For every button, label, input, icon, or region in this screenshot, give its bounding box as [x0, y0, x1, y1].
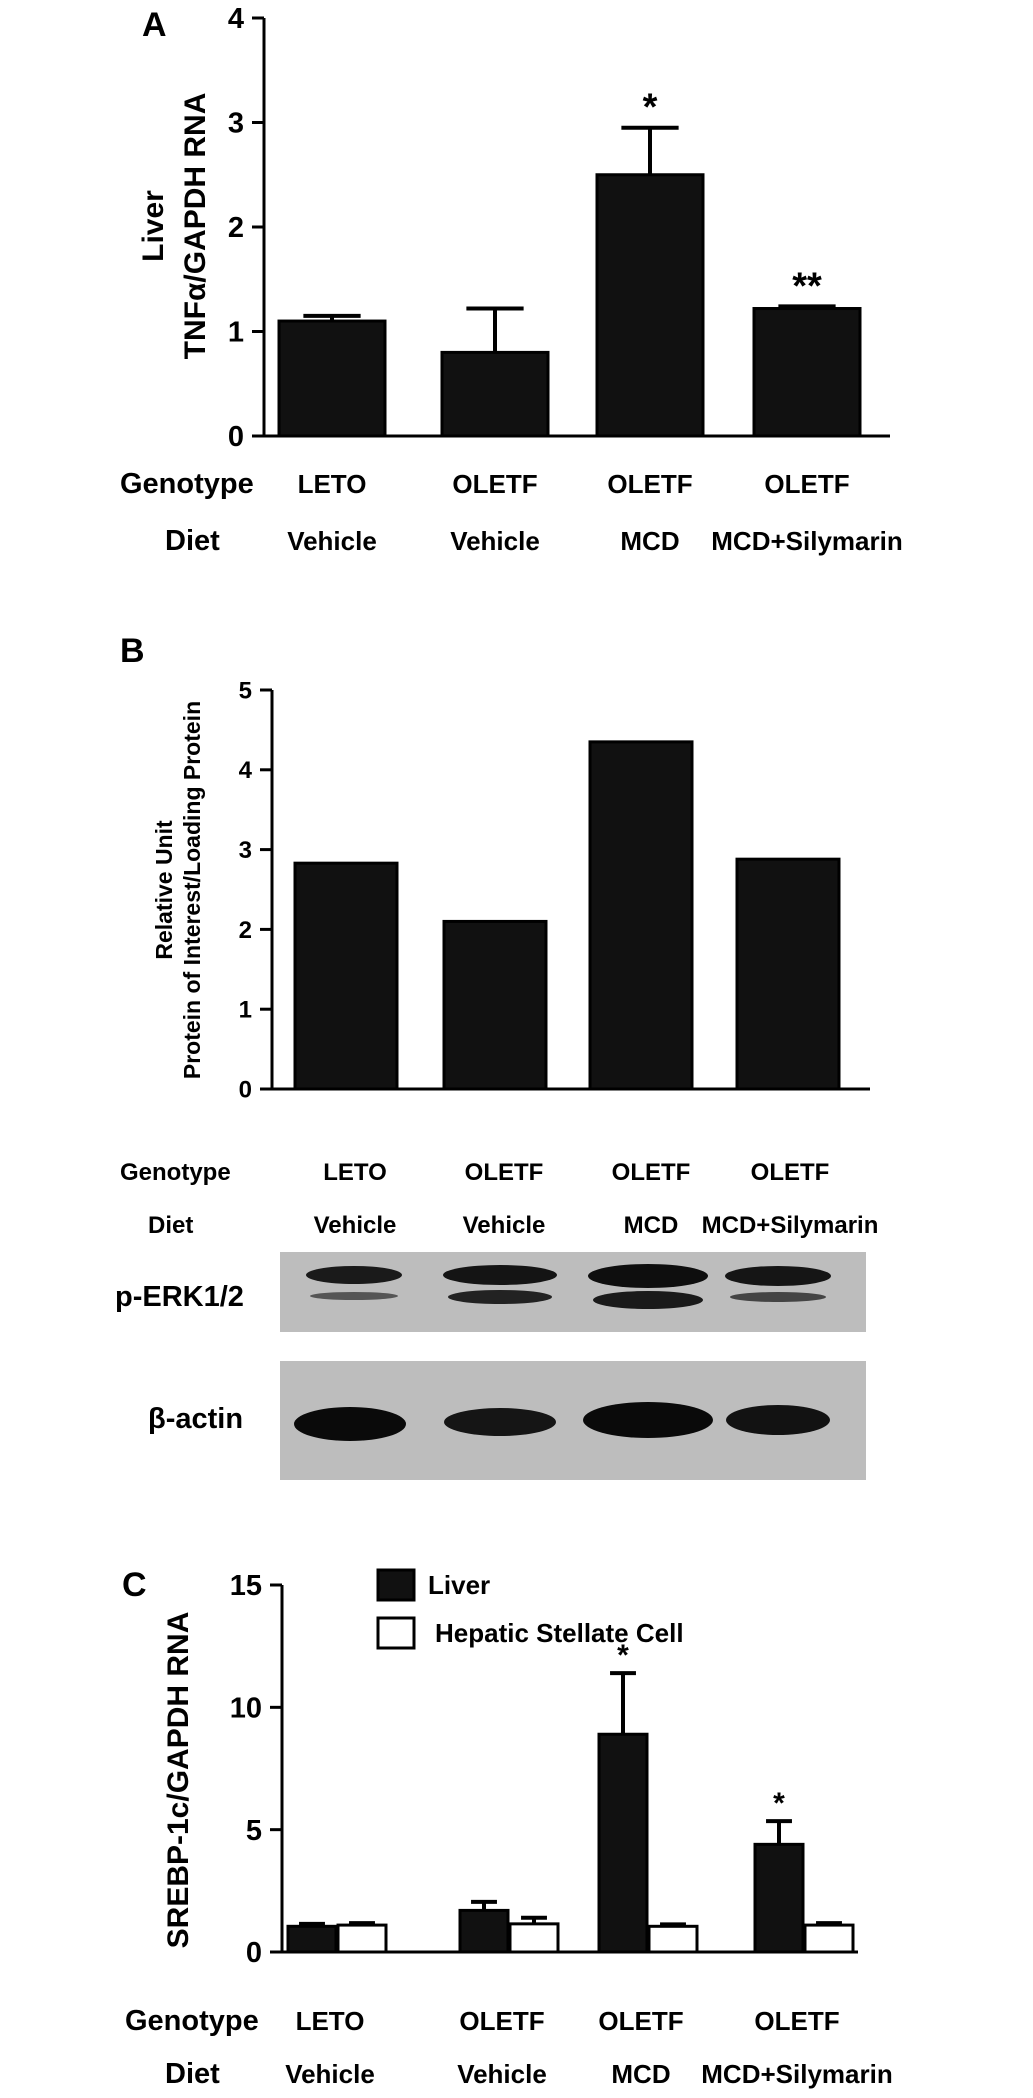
panel-c-legend-label: Liver	[428, 1570, 491, 1600]
panel-a-letter: A	[142, 6, 167, 44]
panel-c-ytick-label: 0	[245, 1937, 262, 1970]
blot-perk-background	[280, 1252, 866, 1332]
panel-b-bar	[590, 742, 692, 1089]
panel-a-bar	[597, 175, 703, 436]
panel-a-bars	[279, 175, 860, 436]
panel-c-diet-label: Vehicle	[285, 2059, 375, 2089]
panel-a-ytick-label: 2	[227, 212, 244, 245]
panel-c-diet-label: MCD+Silymarin	[701, 2059, 893, 2089]
panel-a-diet-label: Vehicle	[450, 526, 540, 556]
panel-c-row-label-diet: Diet	[165, 2058, 220, 2090]
panel-b-ytick-label: 2	[238, 916, 252, 944]
panel-c-genotype-label: OLETF	[459, 2006, 545, 2036]
panel-b-ytick-label: 1	[238, 996, 252, 1024]
panel-c-ytick-label: 15	[229, 1570, 262, 1603]
panel-c-legend-label: Hepatic Stellate Cell	[435, 1618, 684, 1648]
panel-c-bars	[288, 1734, 853, 1952]
panel-c-diet-label: MCD	[611, 2059, 671, 2089]
panel-a-genotype-label: OLETF	[452, 469, 538, 499]
panel-b-letter: B	[120, 632, 145, 670]
panel-a-bar	[754, 309, 860, 436]
panel-b-bar	[295, 863, 397, 1089]
panel-a-significance-marker: **	[792, 265, 822, 308]
panel-c-bar	[288, 1926, 336, 1952]
panel-c-ylabel: SREBP-1c/GAPDH RNA	[162, 1611, 195, 1949]
panel-c-ylabel	[162, 1612, 195, 1949]
panel-c-ytick-label: 10	[229, 1692, 262, 1725]
panel-b-ytick-label: 5	[238, 677, 252, 705]
panel-c-bar	[805, 1925, 853, 1952]
panel-c	[122, 1566, 893, 2090]
panel-a-category-labels	[287, 469, 903, 556]
panel-c-bar	[649, 1926, 697, 1952]
panel-a-ylabel-line: TNFα/GAPDH RNA	[179, 92, 212, 360]
panel-a-ytick-label: 0	[227, 421, 244, 454]
panel-a-bar	[279, 321, 385, 436]
panel-a-bar	[442, 352, 548, 436]
panel-a-row-label-diet: Diet	[165, 525, 220, 557]
panel-c-legend-swatch	[378, 1618, 414, 1648]
panel-c-bar	[510, 1924, 558, 1952]
panel-b-diet-label: Vehicle	[313, 1212, 397, 1239]
panel-a-significance-marker: *	[642, 86, 658, 129]
panel-b-genotype-label: LETO	[323, 1159, 387, 1186]
panel-c-ytick-label: 5	[245, 1814, 262, 1847]
panel-c-yticks	[230, 1570, 282, 1969]
panel-a-genotype-label: OLETF	[607, 469, 693, 499]
panel-b-bars	[295, 742, 839, 1089]
panel-c-genotype-label: OLETF	[598, 2006, 684, 2036]
panel-c-bar	[338, 1925, 386, 1952]
panel-b-ytick-label: 3	[238, 837, 252, 864]
panel-c-legend-swatch	[378, 1570, 414, 1600]
panel-a-genotype-label: OLETF	[764, 469, 850, 499]
panel-c-row-label-genotype: Genotype	[125, 2005, 259, 2037]
panel-c-bar	[755, 1844, 803, 1952]
panel-c-bar	[460, 1910, 508, 1952]
blot-label-perk: p-ERK1/2	[115, 1281, 244, 1313]
panel-a-ytick-label: 3	[227, 107, 244, 140]
panel-b-diet-label: MCD	[623, 1212, 679, 1239]
panel-a-diet-label: MCD	[620, 526, 680, 556]
panel-a-diet-label: Vehicle	[287, 526, 377, 556]
panel-a-row-label-genotype: Genotype	[120, 468, 254, 500]
panel-a-yticks	[228, 3, 264, 453]
panel-b-ytick-label: 4	[238, 757, 252, 785]
panel-b-row-label-diet: Diet	[148, 1212, 194, 1239]
panel-b-diet-label: MCD+Silymarin	[701, 1212, 879, 1239]
panel-a-ytick-label: 1	[227, 316, 244, 349]
panel-c-significance-marker: *	[773, 1787, 785, 1821]
panel-b-ylabel-line: Protein of Interest/Loading Protein	[179, 700, 205, 1080]
panel-c-diet-label: Vehicle	[457, 2059, 547, 2089]
panel-b-diet-label: Vehicle	[462, 1212, 546, 1239]
panel-b-genotype-label: OLETF	[750, 1159, 830, 1186]
panel-b-genotype-label: OLETF	[464, 1159, 544, 1186]
panel-b-genotype-label: OLETF	[611, 1159, 691, 1186]
panel-b-ytick-label: 0	[238, 1076, 252, 1104]
panel-b-row-label-genotype: Genotype	[120, 1159, 231, 1186]
panel-a-genotype-label: LETO	[297, 469, 367, 499]
panel-a-ylabel	[137, 93, 212, 360]
panel-b-bar	[444, 921, 546, 1089]
panel-c-category-labels	[285, 2006, 893, 2089]
panel-c-significance-marker: *	[617, 1639, 629, 1673]
panel-b-category-labels	[314, 1159, 879, 1239]
panel-b-bar	[737, 859, 839, 1089]
panel-c-genotype-label: LETO	[295, 2006, 365, 2036]
panel-c-bar	[599, 1734, 647, 1952]
panel-a-diet-label: MCD+Silymarin	[711, 526, 903, 556]
blot-label-actin: β-actin	[148, 1403, 244, 1435]
panel-c-legend	[378, 1570, 684, 1648]
panel-a-ylabel-line: Liver	[137, 190, 170, 262]
panel-b	[115, 632, 878, 1480]
panel-c-genotype-label: OLETF	[754, 2006, 840, 2036]
panel-c-letter: C	[122, 1566, 147, 1604]
panel-a-ytick-label: 4	[227, 3, 244, 36]
panel-b-ylabel	[151, 701, 205, 1079]
panel-b-yticks	[239, 677, 272, 1103]
panel-a	[120, 3, 903, 557]
panel-b-ylabel-line: Relative Unit	[151, 820, 177, 960]
